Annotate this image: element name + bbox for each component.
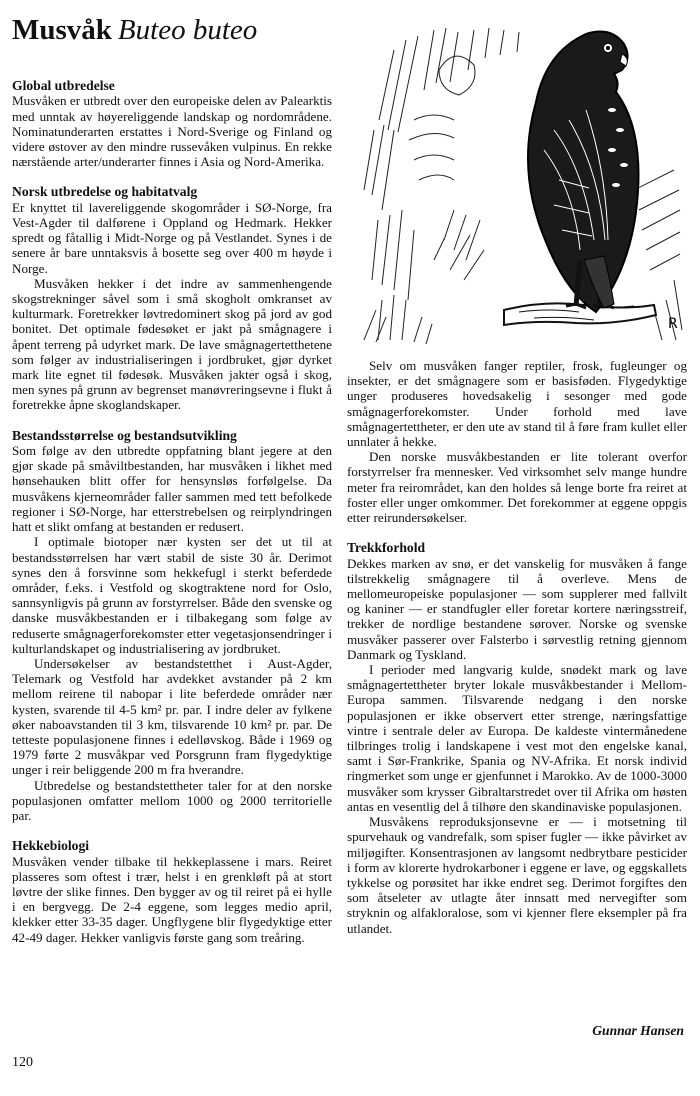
paragraph: I optimale biotoper nær kysten ser det ut til at bestandsstørrelsen har vært stabil de siste 30 år. Derimot synes den å forsvinne som hekkefugl i sterkt beferdede områder, f.eks. i Vestfold og skogtraktene nord for Oslo, sannsynligvis på grunn av forstyrrelser. Både den svenske og danske musvåkbestanden er i tilbakegang som følge av reduserte smågnagerforekomster etter vegetasjonsendringer i kulturlandskapet og industrialisering av jordbruket.	[12, 534, 332, 656]
left-column	[12, 78, 332, 960]
section-heading: Bestandsstørrelse og bestandsutvikling	[12, 427, 237, 443]
section-heading: Trekkforhold	[347, 540, 426, 556]
page-number: 120	[12, 1055, 33, 1070]
paragraph: Musvåken hekker i det indre av sammenhengende skogstrekninger såvel som i små skogholt omkranset av kulturmark. Foretrekker løvtredominert skog på jord av god bonitet. Det optimale fødesøket er jakt på smågnagere i åpent terreng på udyrket mark. De lave smågnagertetthetene som følger av industrialiseringen i jordbruket, gjør dyrket mark lite egnet til fødesøk. Musvåken jakter også i skog, men synes på grunn av begrenset manøvreringsevne i flukt å foretrekke åpne skoglandskaper.	[12, 275, 332, 413]
author-signature: Gunnar Hansen	[592, 1023, 684, 1038]
paragraph: Undersøkelser av bestandstetthet i Aust-Agder, Telemark og Vestfold har avdekket avstander på 2 km mellom reirene til nabopar i lite beferdede områder nær kysten, svarende til 4-5 km² pr. par. I indre deler av fylkene øker naboavstanden til 3 km, tilsvarende 10 km² pr. par. De tetteste populasjonene finnes i edelløvskog. Både i 1969 og 1979 førte 2 musvåkpar ved Porsgrunn fram flygedyktige unger i reir beliggende 200 m fra hverandre.	[12, 655, 332, 778]
section-breeding-biology	[12, 838, 332, 945]
section-population	[12, 428, 332, 823]
section-norwegian-distribution	[12, 184, 332, 412]
paragraph: Musvåken er utbredt over den europeiske delen av Palearktis med unntak av høyereliggende landskap og nordområdene. Nominatunderarten erstattes i Nord-Sverige og Finland og videre østover av den mindre russevåken vulpinus. En rekke nærstående arter/underarter finnes i Asia og Nord-Amerika.	[12, 93, 332, 170]
section-heading: Norsk utbredelse og habitatvalg	[12, 184, 198, 200]
common-name: Musvåk	[12, 14, 112, 46]
section-diet-continued	[347, 358, 687, 525]
paragraph: Musvåken vender tilbake til hekkeplassene i mars. Reiret plasseres som oftest i trær, helst i en grenkløft på at stort løvtre der slike finnes. Den bygger av og til reiret på ei hylle i en bergvegg. De 2-4 eggene, som legges medio april, klekker etter 33-35 dager. Ungflygene blir flygedyktige etter 42-49 dager. Hekker vanligvis første gang som treåring.	[12, 853, 332, 945]
illustration-monogram: R	[668, 316, 678, 332]
paragraph: Som følge av den utbredte oppfatning blant jegere at den gjør skade på småviltbestanden, har musvåken i likhet med hønsehauken blitt offer for hensynsløs forfølgelse. Da musvåkens kjerneområder faller sammen med tett befolkede regioner i SØ-Norge, har etterstrebelsen og reirplyndringen hatt et slikt omfang at bestanden er redusert.	[12, 443, 332, 535]
section-heading: Hekkebiologi	[12, 838, 90, 854]
right-column	[347, 358, 687, 951]
section-heading: Global utbredelse	[12, 78, 115, 93]
page-title	[12, 14, 257, 46]
paragraph: Musvåkens reproduksjonsevne er — i motsetning til spurvehauk og vandrefalk, som spiser fugler — ikke påvirket av miljøgifter. Konsentrasjonen av langsomt nedbrytbare pesticider i form av klorerte hydrokarboner i eggene er lave, og eggskallets tykkelse og porøsitet har ikke endret seg. Derimot forgiftes den som åtseleter av utlagte åter innsatt med nervegifter som stryknin og alfakloralose, som vi kjenner flere eksempler på fra utlandet.	[347, 814, 687, 936]
paragraph: Er knyttet til lavereliggende skogområder i SØ-Norge, fra Vest-Agder til dalførene i Oppland og Hedmark. Hekker spredt og fåtallig i Midt-Norge og på Vestlandet. Synes i de senere år bare unntaksvis å bosette seg over 400 m høyde i Norge.	[12, 199, 332, 276]
buzzard-illustration	[354, 10, 688, 346]
section-global-distribution	[12, 78, 332, 169]
section-migration	[347, 540, 687, 935]
scientific-name: Buteo buteo	[117, 14, 258, 46]
paragraph: Utbredelse og bestandstettheter taler for at den norske populasjonen omfatter mellom 1000 og 2000 territorielle par.	[12, 777, 332, 823]
paragraph: Den norske musvåkbestanden er lite tolerant overfor forstyrrelser fra mennesker. Ved virksomhet selv mange hundre meter fra reirområdet, kan den holdes så lenge borte fra reiret at foster eller unger omkommer. Det forekommer at eggene oppgis etter reirundersøkelser.	[347, 449, 687, 526]
paragraph: Dekkes marken av snø, er det vanskelig for musvåken å fange tilstrekkelig smågnagere til å overleve. Mens de mellomeuropeiske populasjoner — som supplerer med fallvilt og kaniner — er standfugler eller foretar kortere næringsstreif, trekker de nordlige bestandene sørover. Norske og svenske musvåker passerer over Falsterbo i sørvestlig retning gjennom Danmark og Tyskland.	[347, 555, 687, 662]
paragraph: Selv om musvåken fanger reptiler, frosk, fugleunger og insekter, er det smågnagere som er basisføden. Flygedyktige unger produseres hovedsakelig i sesonger med gode smågnagerforekomster. Under forhold med lave smågnagertettheter, er den ute av stand til å føre fram kullet eller unnlater å hekke.	[347, 358, 687, 450]
paragraph: I perioder med langvarig kulde, snødekt mark og lave smågnagertettheter bryter lokale musvåkbestander i Mellom-Europa sammen. Tilsvarende nedgang i den norske populasjonen er ikke observert etter strenge, næringsfattige vintre i sentrale deler av Europa. De kaldeste vintermånedene tilbringes trolig i landskapene i vest mot den engelske kanal, samt i Sør-Frankrike, Spania og NV-Afrika. Et norsk individ ringmerket som unge er gjenfunnet i Marokko. Av de 1000-3000 musvåker som krysser Gibraltarstredet over til Afrika om høsten antas en vesentlig del å tilhøre den skandinaviske populasjonen.	[347, 662, 687, 814]
